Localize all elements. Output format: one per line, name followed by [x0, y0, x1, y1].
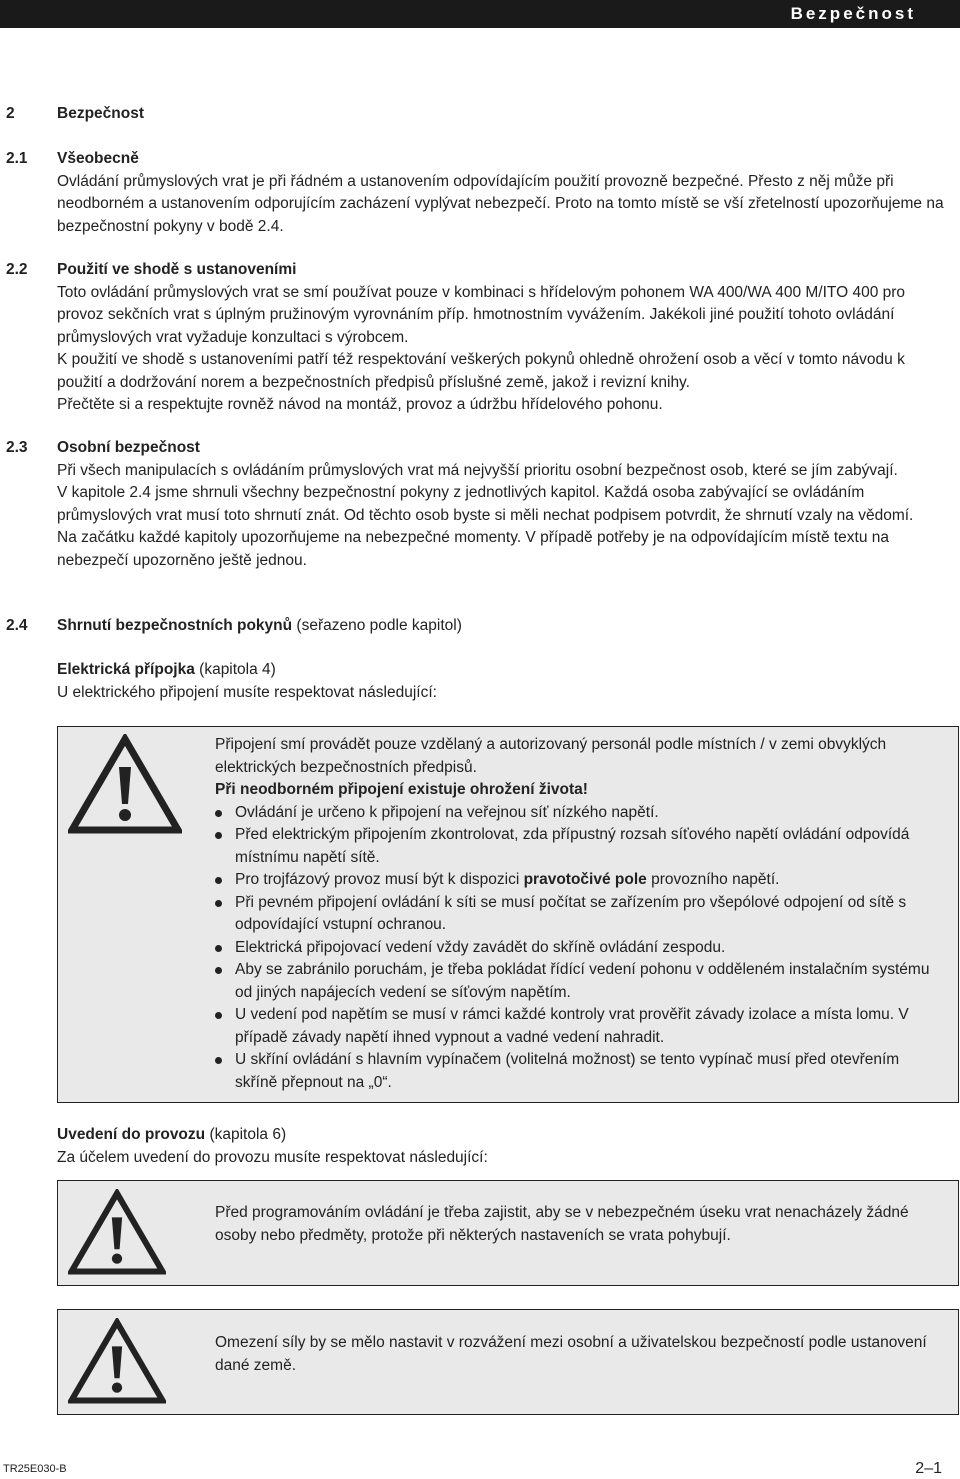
section-2	[6, 103, 946, 126]
warning-triangle-icon	[68, 734, 182, 834]
warning-bold: Při neodborném připojení existuje ohrožení života!	[215, 781, 588, 798]
warning-triangle-icon	[68, 1318, 166, 1404]
document-code: TR25E030-B	[3, 1463, 67, 1475]
section-title-suffix: (seřazeno podle kapitol)	[296, 617, 462, 634]
commissioning-warning-box	[57, 1180, 959, 1286]
warning-text: Omezení síly by se mělo nastavit v rozvážení mezi osobní a uživatelskou bezpečností podle ustanovení dané země.	[215, 1334, 927, 1374]
paragraph: Toto ovládání průmyslových vrat se smí používat pouze v kombinaci s hřídelovým pohonem WA 400/WA 400 M/ITO 400 pro provoz sekčních vrat s úplným pružinovým vyrovnáním příp. hmotnostním vyvážením. Jakékoli jiné použití tohoto ovládání průmyslových vrat vyžaduje konzultaci s výrobcem.	[57, 283, 906, 346]
paragraph: K použití ve shodě s ustanoveními patří též respektování veškerých pokynů ohledně ohrožení osob a věcí v tomto návodu k použití a dodržování norem a bezpečnostních předpisů příslušné země, jakož i revizní knihy.	[57, 351, 905, 391]
warning-triangle-icon	[68, 1189, 166, 1275]
section-number: 2.1	[6, 150, 28, 167]
section-2-4	[6, 615, 946, 638]
paragraph: Při všech manipulacích s ovládáním průmyslových vrat má nejvyšší prioritu osobní bezpečnost osob, které se jím zabývají.	[57, 461, 898, 479]
section-heading	[6, 148, 946, 171]
list-item: U skříní ovládání s hlavním vypínačem (volitelná možnost) se tento vypínač musí před otevřením skříně přepnout na „0“.	[215, 1049, 945, 1094]
list-item: Elektrická připojovací vedení vždy zavádět do skříně ovládání zespodu.	[215, 937, 945, 960]
subsection-intro: U elektrického připojení musíte respektovat následující:	[57, 683, 437, 701]
section-number: 2.2	[6, 261, 28, 278]
list-item: Aby se zabránilo poruchám, je třeba pokládat řídící vedení pohonu v odděleném instalačním systému od jiných napájecích vedení se síťovým napětím.	[215, 959, 945, 1004]
subsection-chapter: (kapitola 6)	[209, 1126, 287, 1143]
section-title: Osobní bezpečnost	[57, 439, 200, 456]
warning-text: Před programováním ovládání je třeba zajistit, aby se v nebezpečném úseku vrat nenacházely žádné osoby nebo předměty, protože při některých nastaveních se vrata pohybují.	[215, 1204, 909, 1244]
subsection-title: Elektrická přípojka	[57, 661, 195, 678]
section-text: Ovládání průmyslových vrat je při řádném a ustanovením odpovídajícím použití provozně bezpečné. Přesto z něj může při neodborném a ustanovením odporujícím zacházení vyplývat nebezpečí. Proto na tomto místě se vší zřetelností upozorňujeme na bezpečnostní pokyny v bodě 2.4.	[57, 172, 944, 235]
section-2-3	[6, 437, 946, 572]
force-limit-warning-box	[57, 1309, 959, 1415]
paragraph: Na začátku každé kapitoly upozorňujeme na nebezpečné momenty. V případě potřeby je na odpovídajícím místě textu na nebezpečí upozorněno ještě jednou.	[57, 529, 890, 569]
paragraph: V kapitole 2.4 jsme shrnuli všechny bezpečnostní pokyny z jednotlivých kapitol. Každá osoba zabývající se ovládáním průmyslových vrat musí toto shrnutí znát. Od těchto osob byste si měli nechat podpisem potvrdit, že shrnutí vzaly na vědomí.	[57, 484, 914, 524]
section-number: 2	[6, 105, 15, 122]
section-2-2	[6, 259, 946, 417]
warning-intro: Připojení smí provádět pouze vzdělaný a autorizovaný personál podle místních / v zemi obvyklých elektrických bezpečnostních předpisů.	[215, 736, 887, 776]
paragraph: Přečtěte si a respektujte rovněž návod na montáž, provoz a údržbu hřídelového pohonu.	[57, 396, 663, 413]
section-heading	[6, 615, 946, 638]
section-title: Použití ve shodě s ustanoveními	[57, 261, 297, 278]
commissioning-subsection	[57, 1124, 947, 1169]
subsection-chapter: (kapitola 4)	[199, 661, 276, 678]
section-number: 2.3	[6, 439, 28, 456]
page-number: 2–1	[915, 1460, 942, 1477]
section-heading	[6, 437, 946, 460]
electrical-subsection	[57, 659, 947, 704]
warning-list	[215, 802, 945, 1095]
warning-text	[215, 734, 945, 1094]
section-number: 2.4	[6, 617, 28, 634]
section-heading	[6, 103, 946, 126]
section-title: Bezpečnost	[57, 105, 144, 122]
section-title: Shrnutí bezpečnostních pokynů	[57, 617, 293, 634]
list-item: Ovládání je určeno k připojení na veřejnou síť nízkého napětí.	[215, 802, 945, 825]
page-header	[0, 0, 960, 28]
section-heading	[6, 259, 946, 282]
list-item: Při pevném připojení ovládání k síti se musí počítat se zařízením pro všepólové odpojení od sítě s odpovídající vstupní ochranou.	[215, 892, 945, 937]
electrical-warning-box	[57, 726, 959, 1103]
section-2-1	[6, 148, 946, 238]
subsection-title: Uvedení do provozu	[57, 1126, 206, 1143]
list-item: U vedení pod napětím se musí v rámci každé kontroly vrat prověřit závady izolace a místa lomu. V případě závady napětí ihned vypnout a vadné vedení nahradit.	[215, 1004, 945, 1049]
section-title: Všeobecně	[57, 150, 139, 167]
subsection-intro: Za účelem uvedení do provozu musíte respektovat následující:	[57, 1148, 488, 1166]
list-item: Před elektrickým připojením zkontrolovat, zda přípustný rozsah síťového napětí ovládání odpovídá místnímu napětí sítě.	[215, 824, 945, 869]
list-item: Pro trojfázový provoz musí být k dispozici pravotočivé pole provozního napětí.	[215, 869, 945, 892]
header-title: Bezpečnost	[790, 4, 916, 23]
